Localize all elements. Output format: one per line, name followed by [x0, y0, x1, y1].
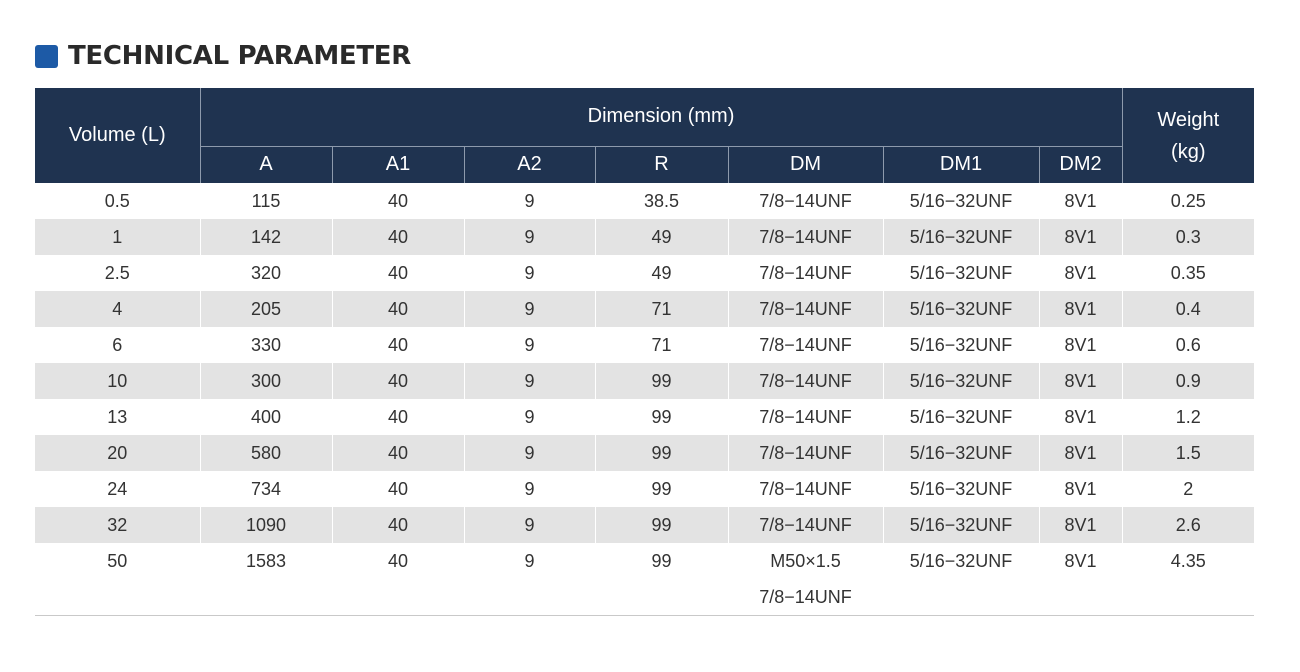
cell-dm [728, 543, 883, 616]
cell-value: 9 [524, 551, 535, 571]
cell-a: 1090 [200, 507, 332, 543]
cell-volume: 4 [35, 291, 200, 327]
cell-volume: 32 [35, 507, 200, 543]
cell-dm1: 5/16−32UNF [883, 507, 1039, 543]
cell-dm1: 5/16−32UNF [883, 435, 1039, 471]
header-r: R [595, 146, 728, 183]
cell-volume: 0.5 [104, 190, 130, 211]
table-row [35, 219, 1254, 255]
cell-value: 8V1 [1064, 551, 1097, 571]
cell-weight [1122, 543, 1254, 616]
cell-value: 50 [107, 551, 128, 571]
cell-dm2: 8V1 [1039, 291, 1122, 327]
cell-dm2: 8V1 [1039, 435, 1122, 471]
cell-value-line1: M50×1.5 [770, 551, 841, 571]
cell-dm: 7/8−14UNF [728, 507, 883, 543]
cell-r: 99 [595, 471, 728, 507]
cell-a: 330 [200, 327, 332, 363]
header-weight [1122, 88, 1254, 183]
cell-dm2: 8V1 [1039, 183, 1122, 219]
header-dm1: DM1 [883, 146, 1039, 183]
cell-volume: 2.5 [104, 262, 130, 283]
cell-dm: 7/8−14UNF [728, 327, 883, 363]
cell-dm: 7/8−14UNF [728, 183, 883, 219]
cell-r: 38.5 [595, 183, 728, 219]
cell-a1: 40 [332, 507, 464, 543]
cell-dm: 7/8−14UNF [728, 399, 883, 435]
cell-a1: 40 [332, 471, 464, 507]
cell-dm: 7/8−14UNF [728, 219, 883, 255]
cell-dm1: 5/16−32UNF [883, 183, 1039, 219]
cell-weight: 2.6 [1122, 507, 1254, 543]
cell-dm: 7/8−14UNF [728, 363, 883, 399]
cell-dm: 7/8−14UNF [728, 471, 883, 507]
header-weight-line1: Weight [1157, 108, 1220, 131]
cell-a1: 40 [332, 363, 464, 399]
technical-parameter-table [35, 88, 1254, 616]
cell-dm1: 5/16−32UNF [883, 291, 1039, 327]
table-row [35, 507, 1254, 543]
cell-dm2: 8V1 [1039, 471, 1122, 507]
table-header [35, 88, 1254, 183]
table-row [35, 471, 1254, 507]
section-title-text: TECHNICAL PARAMETER [68, 41, 411, 71]
cell-weight: 0.35 [1122, 255, 1254, 291]
cell-weight: 0.4 [1122, 291, 1254, 327]
table-row [35, 183, 1254, 219]
section-title [35, 38, 411, 74]
cell-a: 115 [200, 183, 332, 219]
cell-dm: 7/8−14UNF [728, 291, 883, 327]
cell-dm2 [1039, 543, 1122, 616]
cell-value: 40 [387, 551, 409, 571]
table-row [35, 255, 1254, 291]
cell-dm1: 5/16−32UNF [883, 399, 1039, 435]
cell-volume: 20 [35, 435, 200, 471]
cell-r: 49 [595, 219, 728, 255]
cell-a2: 9 [464, 399, 595, 435]
cell-r: 99 [595, 507, 728, 543]
cell-a2: 9 [464, 219, 595, 255]
table-row [35, 363, 1254, 399]
cell-a1: 40 [332, 219, 464, 255]
cell-a2: 9 [464, 327, 595, 363]
cell-dm2: 8V1 [1039, 363, 1122, 399]
table-row [35, 327, 1254, 363]
header-a2: A2 [464, 146, 595, 183]
header-volume: Volume (L) [35, 88, 200, 183]
cell-dm1 [883, 543, 1039, 616]
cell-r: 71 [595, 327, 728, 363]
header-dimension: Dimension (mm) [200, 88, 1122, 146]
cell-a1: 40 [332, 291, 464, 327]
cell-dm1: 5/16−32UNF [883, 219, 1039, 255]
table-row [35, 435, 1254, 471]
cell-a [200, 543, 332, 616]
cell-weight: 1.5 [1122, 435, 1254, 471]
cell-volume [35, 543, 200, 616]
cell-a1: 40 [332, 327, 464, 363]
cell-a2: 9 [464, 435, 595, 471]
cell-a1: 40 [332, 435, 464, 471]
cell-dm1: 5/16−32UNF [883, 471, 1039, 507]
cell-volume: 13 [107, 406, 128, 427]
cell-a1 [332, 543, 464, 616]
cell-a2: 9 [464, 183, 595, 219]
cell-dm2: 8V1 [1039, 219, 1122, 255]
cell-a1: 40 [332, 183, 464, 219]
header-a1: A1 [332, 146, 464, 183]
cell-a: 142 [200, 219, 332, 255]
table-body [35, 183, 1254, 616]
cell-r: 49 [595, 255, 728, 291]
table-row-last [35, 543, 1254, 616]
cell-a: 320 [200, 255, 332, 291]
cell-a2 [464, 543, 595, 616]
cell-a2: 9 [464, 255, 595, 291]
cell-value: 1583 [245, 551, 287, 571]
cell-weight: 0.9 [1122, 363, 1254, 399]
cell-r [595, 543, 728, 616]
cell-a2: 9 [464, 471, 595, 507]
cell-a: 734 [200, 471, 332, 507]
cell-value: 5/16−32UNF [909, 551, 1013, 571]
cell-volume: 6 [112, 334, 123, 355]
cell-dm: 7/8−14UNF [728, 255, 883, 291]
cell-a2: 9 [464, 507, 595, 543]
cell-weight: 0.3 [1122, 219, 1254, 255]
table-row [35, 399, 1254, 435]
cell-r: 99 [595, 363, 728, 399]
cell-volume: 10 [35, 363, 200, 399]
cell-a: 300 [200, 363, 332, 399]
header-dm: DM [728, 146, 883, 183]
cell-volume: 1 [35, 219, 200, 255]
cell-a: 205 [200, 291, 332, 327]
cell-weight: 1.2 [1122, 399, 1254, 435]
cell-a2: 9 [464, 291, 595, 327]
cell-a2: 9 [464, 363, 595, 399]
cell-r: 99 [595, 399, 728, 435]
cell-dm2: 8V1 [1039, 327, 1122, 363]
header-dm2: DM2 [1039, 146, 1122, 183]
table-row [35, 291, 1254, 327]
cell-r: 99 [595, 435, 728, 471]
cell-a1: 40 [332, 255, 464, 291]
cell-dm1: 5/16−32UNF [883, 327, 1039, 363]
cell-dm2: 8V1 [1039, 507, 1122, 543]
cell-value-line2: 7/8−14UNF [759, 587, 852, 607]
cell-a: 580 [200, 435, 332, 471]
cell-dm: 7/8−14UNF [728, 435, 883, 471]
cell-volume: 24 [107, 478, 128, 499]
cell-weight: 0.6 [1122, 327, 1254, 363]
cell-r: 71 [595, 291, 728, 327]
header-a: A [200, 146, 332, 183]
cell-weight: 0.25 [1122, 183, 1254, 219]
cell-dm2: 8V1 [1039, 255, 1122, 291]
cell-weight: 2 [1122, 471, 1254, 507]
header-weight-line2: (kg) [1171, 140, 1206, 163]
cell-a: 400 [200, 399, 332, 435]
square-bullet-icon [35, 45, 58, 68]
cell-dm1: 5/16−32UNF [883, 255, 1039, 291]
cell-dm2: 8V1 [1039, 399, 1122, 435]
cell-value: 99 [651, 551, 672, 571]
cell-value: 4.35 [1170, 551, 1206, 571]
cell-a1: 40 [332, 399, 464, 435]
cell-dm1: 5/16−32UNF [883, 363, 1039, 399]
